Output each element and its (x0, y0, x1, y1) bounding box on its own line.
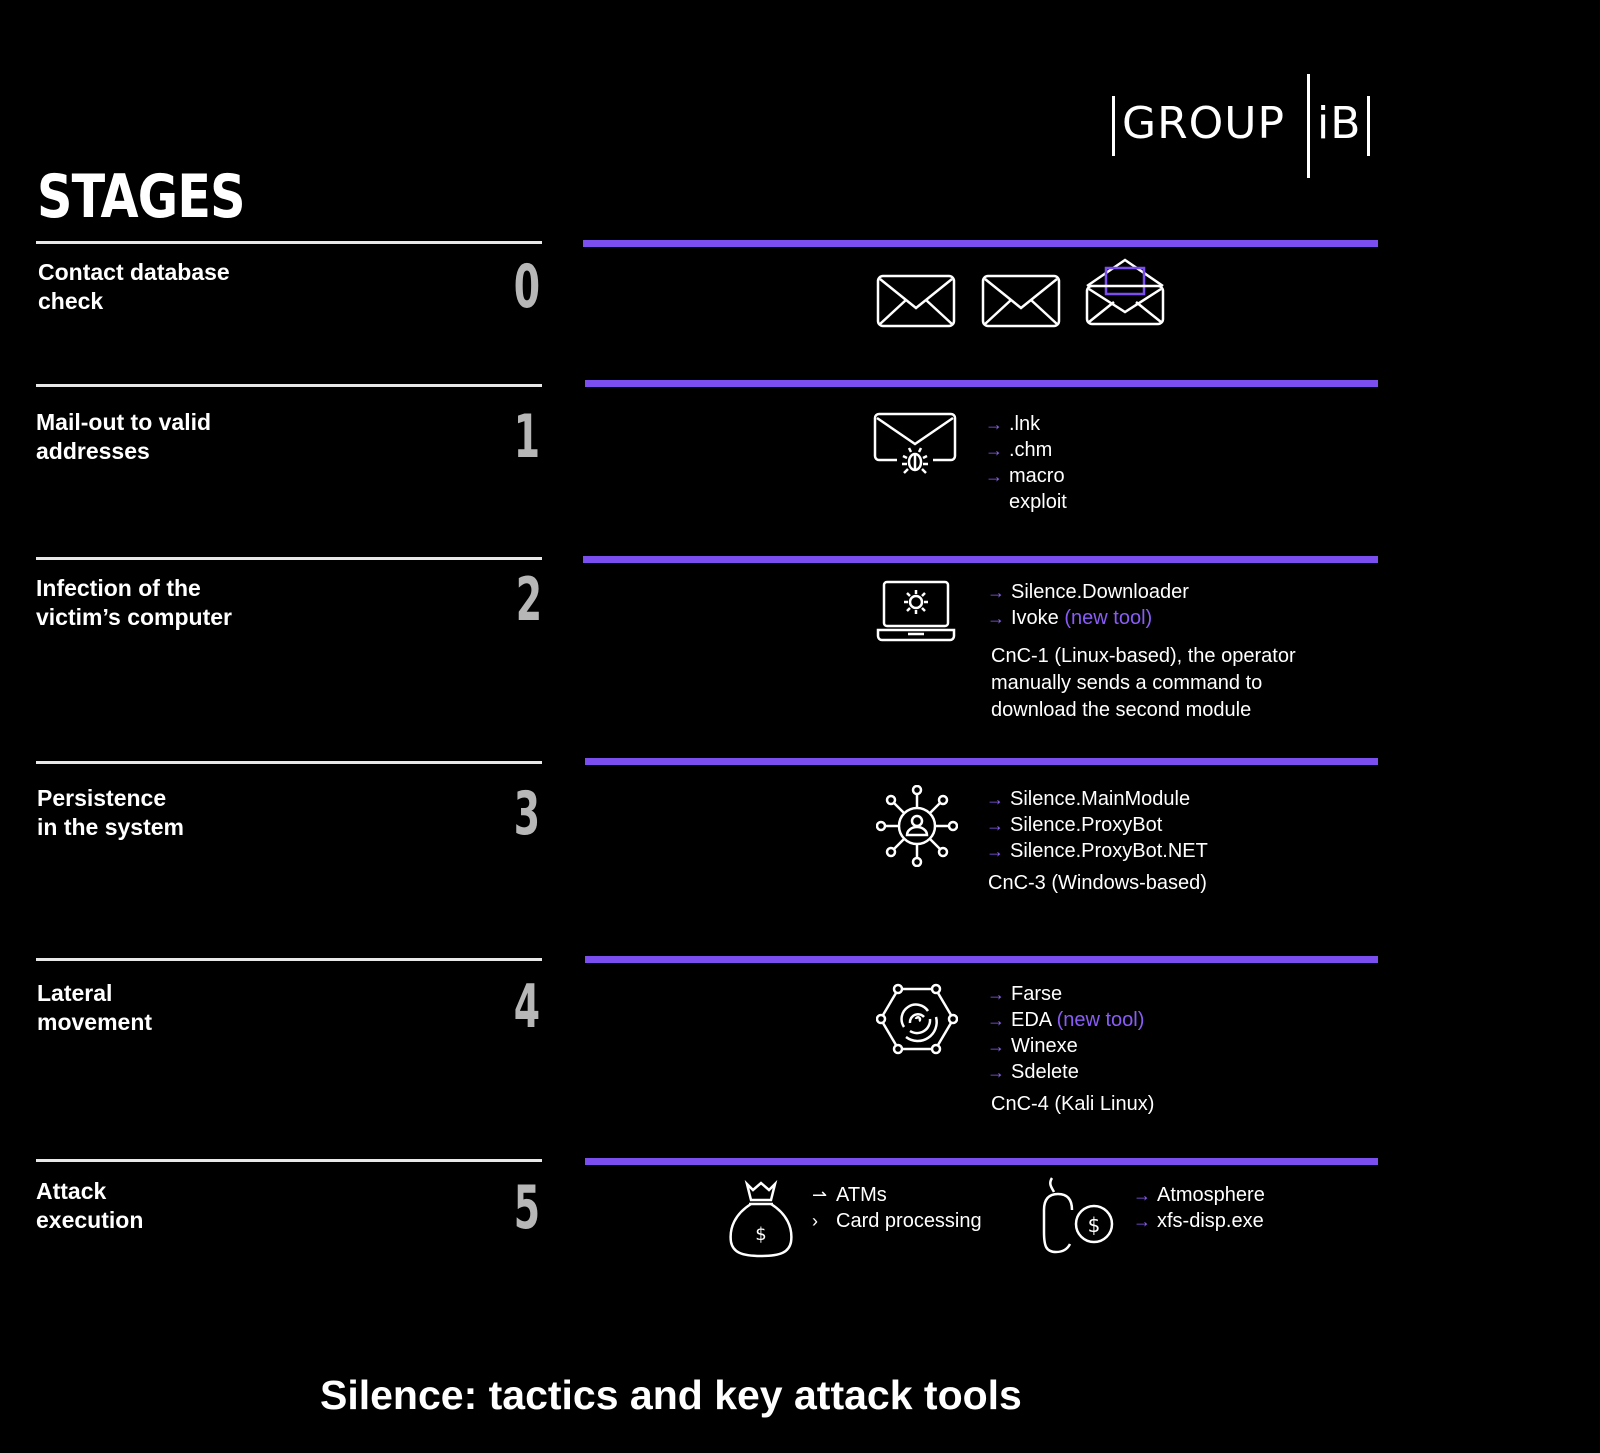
stage-3-rule (36, 761, 542, 764)
list-item: → EDA (new tool) (987, 1009, 1145, 1031)
logo-bar-middle (1307, 74, 1310, 178)
list-item: → .chm (985, 439, 1053, 461)
stage-1-rule (36, 384, 542, 387)
stage-5-target-list (812, 1182, 982, 1234)
stage-3-number: 3 (513, 779, 540, 849)
stage-2-note: CnC-1 (Linux-based), the operator manually sends a command to download the second module (991, 645, 1296, 721)
footer-title: Silence: tactics and key attack tools (320, 1372, 1022, 1418)
svg-text:$: $ (1087, 1213, 1101, 1237)
arrow-right-icon: → (987, 1062, 1005, 1082)
stage-1-purple-rule (585, 380, 1378, 387)
list-item: → xfs-disp.exe (1133, 1210, 1264, 1232)
list-item: → macro (985, 465, 1065, 487)
envelope-icon (876, 272, 956, 328)
stage-2-tool-list (987, 579, 1189, 631)
page-title: STAGES (37, 162, 245, 232)
network-hexagon-icon (876, 983, 958, 1055)
list-item: → Atmosphere (1133, 1184, 1265, 1206)
stage-3-note: CnC-3 (Windows-based) (988, 872, 1207, 894)
stage-5-label: Attack execution (36, 1178, 144, 1233)
stage-5-rule (36, 1159, 542, 1162)
stage-4-tool-list (987, 981, 1144, 1085)
list-item: → .lnk (985, 413, 1041, 435)
group-ib-logo (1112, 74, 1372, 178)
list-item: ⇀ ATMs (812, 1184, 887, 1206)
new-tool-badge: (new tool) (1056, 1009, 1145, 1031)
stage-1-label: Mail-out to valid addresses (36, 409, 212, 464)
arrow-right-icon: → (986, 789, 1004, 809)
stage-3-purple-rule (585, 758, 1378, 765)
stage-4-purple-rule (585, 956, 1378, 963)
arrow-right-icon: → (986, 841, 1004, 861)
list-item: → Winexe (987, 1035, 1078, 1057)
arrow-right-icon: → (1133, 1185, 1151, 1205)
stage-0-purple-rule (583, 240, 1378, 247)
mouse-dollar-icon (1038, 1176, 1116, 1256)
arrow-right-icon: → (985, 466, 1003, 486)
money-bag-icon (727, 1180, 795, 1258)
stage-4-number: 4 (513, 972, 540, 1042)
arrow-right-icon: → (987, 582, 1005, 602)
stage-0-rule (36, 241, 542, 244)
list-item: → Sdelete (987, 1061, 1079, 1083)
stage-0-number: 0 (513, 252, 540, 322)
infected-laptop-icon (876, 580, 956, 644)
stage-3-tool-list (986, 786, 1208, 864)
list-item: → Silence.ProxyBot.NET (986, 840, 1208, 862)
list-item: → Farse (987, 983, 1063, 1005)
list-item: → Silence.ProxyBot (986, 814, 1163, 836)
arrow-right-icon: → (986, 815, 1004, 835)
logo-bar-left (1112, 96, 1115, 156)
arrow-right-icon: → (985, 414, 1003, 434)
arrow-right-icon: → (987, 984, 1005, 1004)
stage-1-number: 1 (513, 402, 540, 472)
infected-envelope-icon (873, 412, 957, 478)
stage-4-label: Lateral movement (37, 980, 153, 1035)
stage-2-number: 2 (515, 565, 542, 635)
arrow-right-icon: → (985, 440, 1003, 460)
list-item: exploit (1009, 491, 1067, 513)
stage-2-rule (36, 557, 542, 560)
network-user-icon (876, 785, 958, 867)
arrow-right-icon: ⇀ (812, 1185, 828, 1205)
logo-text-group: GROUP (1122, 98, 1286, 149)
arrow-right-icon: → (987, 1036, 1005, 1056)
logo-text-ib: iB (1317, 98, 1362, 149)
stage-3-label: Persistence in the system (37, 785, 184, 840)
arrow-right-icon: → (987, 608, 1005, 628)
stage-5-number: 5 (513, 1173, 540, 1243)
arrow-right-icon: → (1133, 1211, 1151, 1231)
stage-2-label: Infection of the victim’s computer (36, 575, 232, 630)
stage-0-label: Contact database check (38, 259, 230, 314)
list-item: › Card processing (812, 1210, 982, 1232)
stage-1-file-list (985, 411, 1067, 515)
arrow-right-icon: → (987, 1010, 1005, 1030)
stage-2-purple-rule (583, 556, 1378, 563)
list-item: → Ivoke (new tool) (987, 607, 1153, 629)
stage-5-purple-rule (585, 1158, 1378, 1165)
logo-bar-right (1367, 96, 1370, 156)
list-item: → Silence.MainModule (986, 788, 1191, 810)
stage-4-note: CnC-4 (Kali Linux) (991, 1093, 1155, 1115)
envelope-icon (981, 272, 1061, 328)
svg-text:$: $ (755, 1224, 767, 1245)
list-item: → Silence.Downloader (987, 581, 1189, 603)
new-tool-badge: (new tool) (1064, 607, 1153, 629)
stage-4-rule (36, 958, 542, 961)
stage-5-tool-list (1133, 1182, 1265, 1234)
chevron-right-icon: › (812, 1211, 818, 1231)
open-envelope-icon (1084, 258, 1166, 328)
